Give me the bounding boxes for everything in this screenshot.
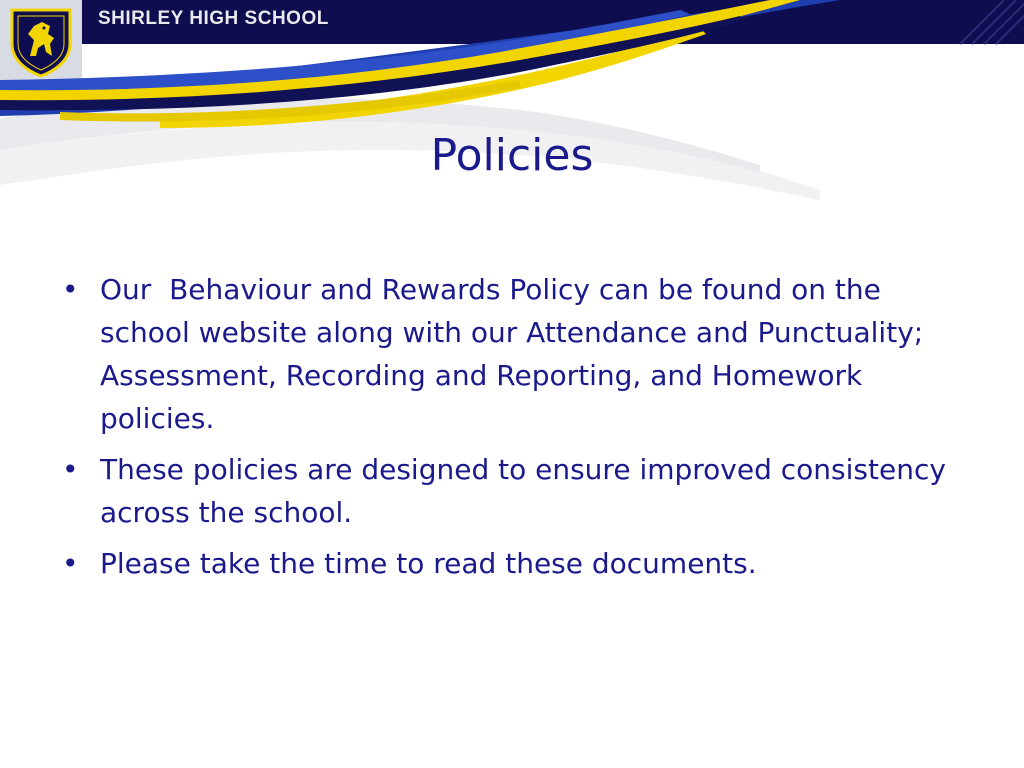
school-name: SHIRLEY HIGH SCHOOL	[98, 8, 329, 29]
lion-crest-icon	[4, 4, 78, 78]
bullet-list	[60, 268, 960, 593]
bullet-item	[60, 542, 960, 585]
bullet-marker: •	[62, 453, 79, 486]
bullet-text: Please take the time to read these documents.	[100, 547, 757, 580]
bullet-text: Our Behaviour and Rewards Policy can be found on the school website along with our Attendance and Punctuality; Assessment, Recording and Reporting, and Homework policies.	[100, 273, 933, 435]
slide-title: Policies	[430, 130, 594, 181]
bullet-marker: •	[62, 547, 79, 580]
bullet-item	[60, 448, 960, 534]
bullet-text: These policies are designed to ensure improved consistency across the school.	[100, 453, 946, 529]
bullet-item	[60, 268, 960, 440]
header-banner	[0, 0, 1024, 230]
bullet-marker: •	[62, 273, 79, 306]
